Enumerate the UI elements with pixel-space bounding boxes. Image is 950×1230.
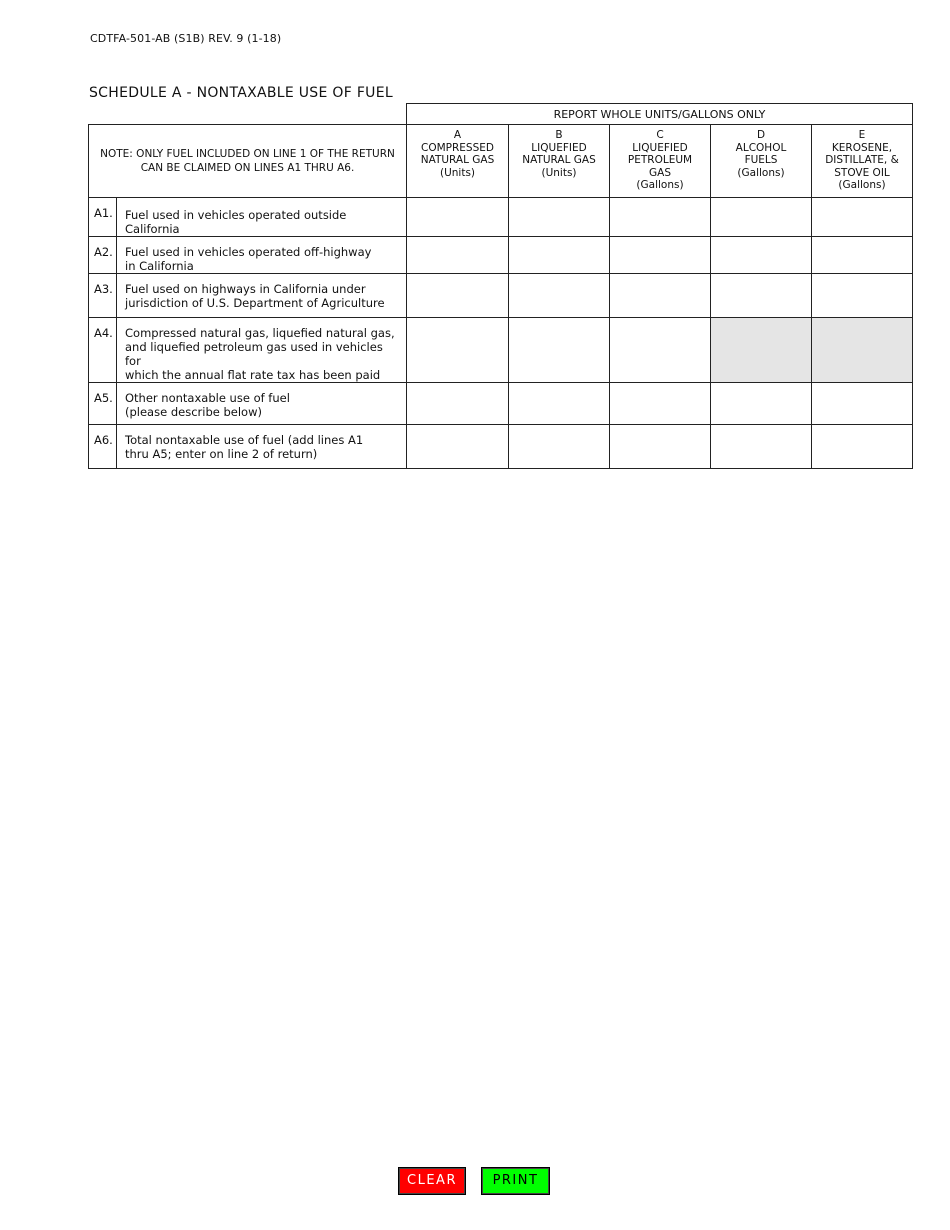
line-number: A6.	[89, 425, 117, 469]
form-id: CDTFA-501-AB (S1B) REV. 9 (1-18)	[90, 32, 282, 45]
column-b-letter: B	[555, 129, 563, 141]
a4-column-a-input[interactable]	[407, 318, 509, 383]
a5-column-e-input[interactable]	[812, 383, 913, 425]
a5-column-c-input[interactable]	[610, 383, 711, 425]
description-text: (please describe below)	[125, 405, 262, 419]
column-e-unit: (Gallons)	[838, 179, 886, 191]
report-banner: REPORT WHOLE UNITS/GALLONS ONLY	[406, 103, 913, 125]
column-e-header	[812, 125, 913, 198]
schedule-title: SCHEDULE A - NONTAXABLE USE OF FUEL	[89, 85, 393, 101]
column-a-line: NATURAL GAS	[420, 154, 495, 166]
column-d-header	[711, 125, 812, 198]
line-description	[117, 383, 407, 425]
line-description	[117, 318, 407, 383]
a3-column-c-input[interactable]	[610, 274, 711, 318]
line-a2-row	[89, 237, 913, 274]
line-a4-row	[89, 318, 913, 383]
column-b-unit: (Units)	[541, 166, 577, 179]
line-number: A2.	[89, 237, 117, 274]
line-number: A4.	[89, 318, 117, 383]
column-a-letter: A	[453, 129, 462, 141]
a6-column-c-input[interactable]	[610, 425, 711, 469]
line-a5-row	[89, 383, 913, 425]
a4-column-e-shaded-cell	[812, 318, 913, 383]
line-a1-row	[89, 198, 913, 237]
column-c-unit: (Gallons)	[636, 179, 684, 191]
a1-column-c-input[interactable]	[610, 198, 711, 237]
column-d-unit: (Gallons)	[737, 166, 785, 179]
a6-column-a-input[interactable]	[407, 425, 509, 469]
column-a-line: COMPRESSED	[421, 141, 494, 154]
note-cell	[89, 125, 407, 198]
column-c-line: GAS	[649, 166, 671, 179]
column-d-line: ALCOHOL	[735, 141, 787, 154]
description-text: in California	[125, 259, 194, 273]
description-text: Compressed natural gas, liquefied natural gas,	[125, 326, 395, 340]
column-d-letter: D	[756, 129, 766, 141]
a4-column-d-shaded-cell	[711, 318, 812, 383]
description-text: Other nontaxable use of fuel	[125, 391, 290, 405]
column-b-line: LIQUEFIED	[531, 141, 587, 154]
schedule-a-table	[88, 124, 913, 469]
a2-column-a-input[interactable]	[407, 237, 509, 274]
line-description	[117, 198, 407, 237]
a6-column-e-input[interactable]	[812, 425, 913, 469]
column-b-header	[509, 125, 610, 198]
a2-column-d-input[interactable]	[711, 237, 812, 274]
column-e-line: STOVE OIL	[834, 166, 890, 179]
description-text: which the annual flat rate tax has been paid	[125, 368, 381, 382]
column-d-line: FUELS	[744, 154, 778, 166]
a1-column-b-input[interactable]	[509, 198, 610, 237]
a3-column-b-input[interactable]	[509, 274, 610, 318]
description-text: thru A5; enter on line 2 of return)	[125, 447, 318, 461]
column-c-header	[610, 125, 711, 198]
line-description	[117, 274, 407, 318]
a3-column-d-input[interactable]	[711, 274, 812, 318]
header-row	[89, 125, 913, 198]
column-c-letter: C	[656, 129, 664, 141]
a4-column-b-input[interactable]	[509, 318, 610, 383]
description-text: Fuel used in vehicles operated off-highway	[125, 245, 372, 259]
a2-column-b-input[interactable]	[509, 237, 610, 274]
line-number: A1.	[89, 198, 117, 237]
column-b-line: NATURAL GAS	[522, 154, 596, 166]
note-line-1: NOTE: ONLY FUEL INCLUDED ON LINE 1 OF THE RETURN	[100, 148, 395, 160]
column-a-unit: (Units)	[439, 166, 476, 179]
a6-column-d-input[interactable]	[711, 425, 812, 469]
a2-column-e-input[interactable]	[812, 237, 913, 274]
a3-column-e-input[interactable]	[812, 274, 913, 318]
column-e-line: KEROSENE,	[831, 141, 893, 154]
description-text: Fuel used on highways in California under	[125, 282, 366, 296]
a5-column-b-input[interactable]	[509, 383, 610, 425]
a2-column-c-input[interactable]	[610, 237, 711, 274]
a5-column-d-input[interactable]	[711, 383, 812, 425]
a6-column-b-input[interactable]	[509, 425, 610, 469]
clear-button[interactable]: CLEAR	[398, 1167, 466, 1195]
column-c-line: LIQUEFIED	[632, 141, 688, 154]
line-a3-row	[89, 274, 913, 318]
a1-column-e-input[interactable]	[812, 198, 913, 237]
description-text: and liquefied petroleum gas used in vehicles for	[125, 340, 383, 368]
line-description	[117, 237, 407, 274]
note-line-2: CAN BE CLAIMED ON LINES A1 THRU A6.	[140, 162, 355, 174]
description-text: Total nontaxable use of fuel (add lines A1	[125, 433, 364, 447]
line-number: A3.	[89, 274, 117, 318]
a3-column-a-input[interactable]	[407, 274, 509, 318]
column-e-letter: E	[858, 129, 866, 141]
a1-column-d-input[interactable]	[711, 198, 812, 237]
a5-column-a-input[interactable]	[407, 383, 509, 425]
column-c-line: PETROLEUM	[627, 154, 693, 166]
column-e-line: DISTILLATE, &	[825, 154, 899, 166]
a4-column-c-input[interactable]	[610, 318, 711, 383]
column-a-header	[407, 125, 509, 198]
description-text: jurisdiction of U.S. Department of Agriculture	[125, 296, 385, 310]
a1-column-a-input[interactable]	[407, 198, 509, 237]
description-text: Fuel used in vehicles operated outside California	[125, 208, 347, 236]
line-a6-row	[89, 425, 913, 469]
line-number: A5.	[89, 383, 117, 425]
print-button[interactable]: PRINT	[481, 1167, 550, 1195]
line-description	[117, 425, 407, 469]
